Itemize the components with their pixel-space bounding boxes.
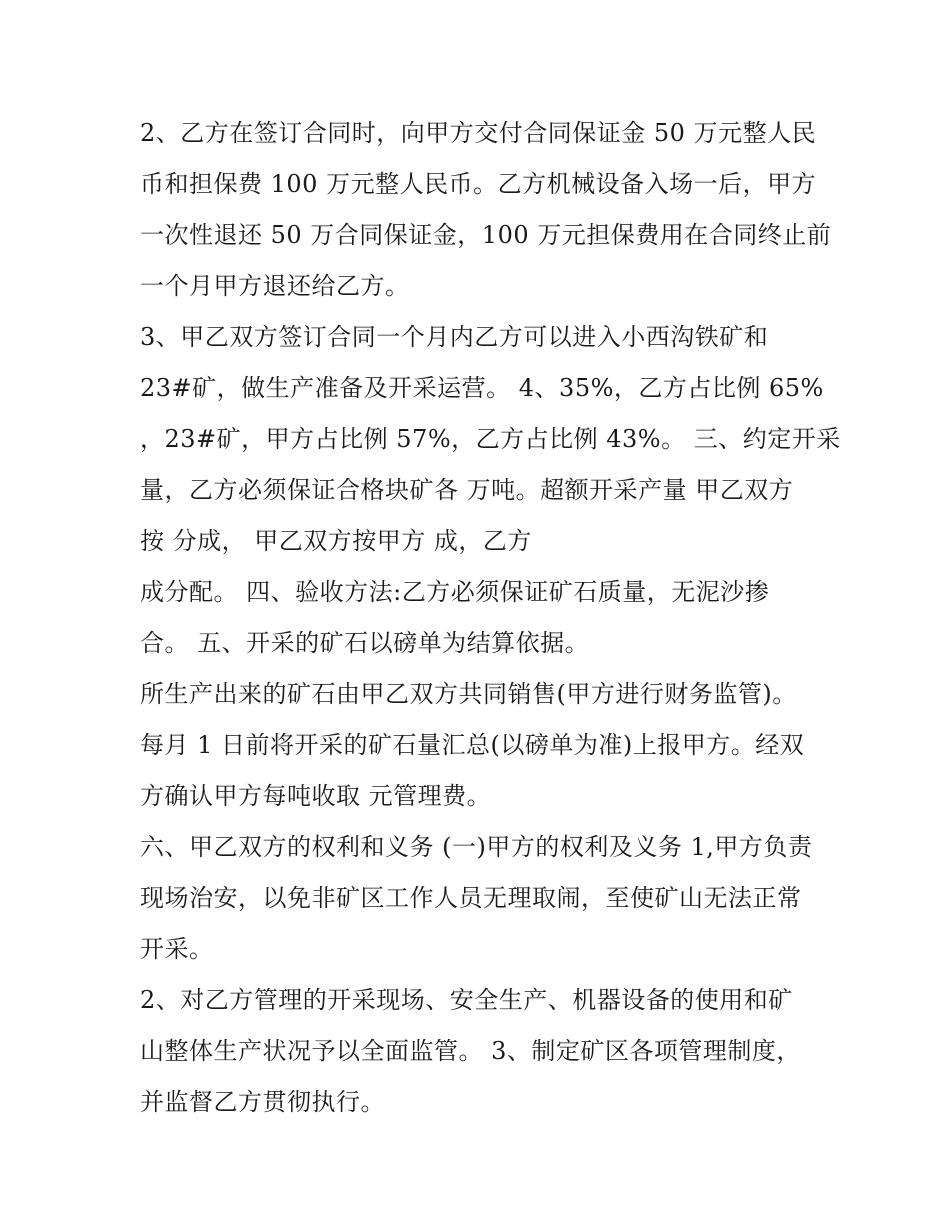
text-line: 按 分成， 甲乙双方按甲方 成，乙方 bbox=[140, 527, 532, 555]
document-body bbox=[140, 108, 841, 1128]
text-line: 2、乙方在签订合同时，向甲方交付合同保证金 50 万元整人民 bbox=[140, 119, 817, 147]
text-line: 成分配。 四、验收方法:乙方必须保证矿石质量，无泥沙掺 bbox=[140, 578, 770, 606]
text-line: 币和担保费 100 万元整人民币。乙方机械设备入场一后，甲方 bbox=[140, 170, 817, 198]
text-line: 方确认甲方每吨收取 元管理费。 bbox=[140, 782, 492, 810]
text-line: 开采。 bbox=[140, 935, 214, 963]
text-line: 3、甲乙双方签订合同一个月内乙方可以进入小西沟铁矿和 bbox=[140, 323, 769, 351]
text-line: ，23#矿，甲方占比例 57%，乙方占比例 43%。 三、约定开采 bbox=[140, 425, 841, 453]
text-line: 一个月甲方退还给乙方。 bbox=[140, 272, 410, 300]
text-line: 并监督乙方贯彻执行。 bbox=[140, 1088, 385, 1116]
text-line: 合。 五、开采的矿石以磅单为结算依据。 bbox=[140, 629, 590, 657]
text-line: 所生产出来的矿石由甲乙双方共同销售(甲方进行财务监管)。 bbox=[140, 680, 797, 708]
text-line: 现场治安，以免非矿区工作人员无理取闹，至使矿山无法正常 bbox=[140, 884, 802, 912]
text-line: 每月 1 日前将开采的矿石量汇总(以磅单为准)上报甲方。经双 bbox=[140, 731, 805, 759]
text-line: 量，乙方必须保证合格块矿各 万吨。超额开采产量 甲乙双方 bbox=[140, 476, 794, 504]
text-line: 23#矿，做生产准备及开采运营。 4、35%，乙方占比例 65% bbox=[140, 374, 824, 402]
text-line: 山整体生产状况予以全面监管。 3、制定矿区各项管理制度， bbox=[140, 1037, 801, 1065]
text-line: 六、甲乙双方的权利和义务 (一)甲方的权利及义务 1,甲方负责 bbox=[140, 833, 813, 861]
text-line: 2、对乙方管理的开采现场、安全生产、机器设备的使用和矿 bbox=[140, 986, 793, 1014]
text-line: 一次性退还 50 万合同保证金，100 万元担保费用在合同终止前 bbox=[140, 221, 832, 249]
